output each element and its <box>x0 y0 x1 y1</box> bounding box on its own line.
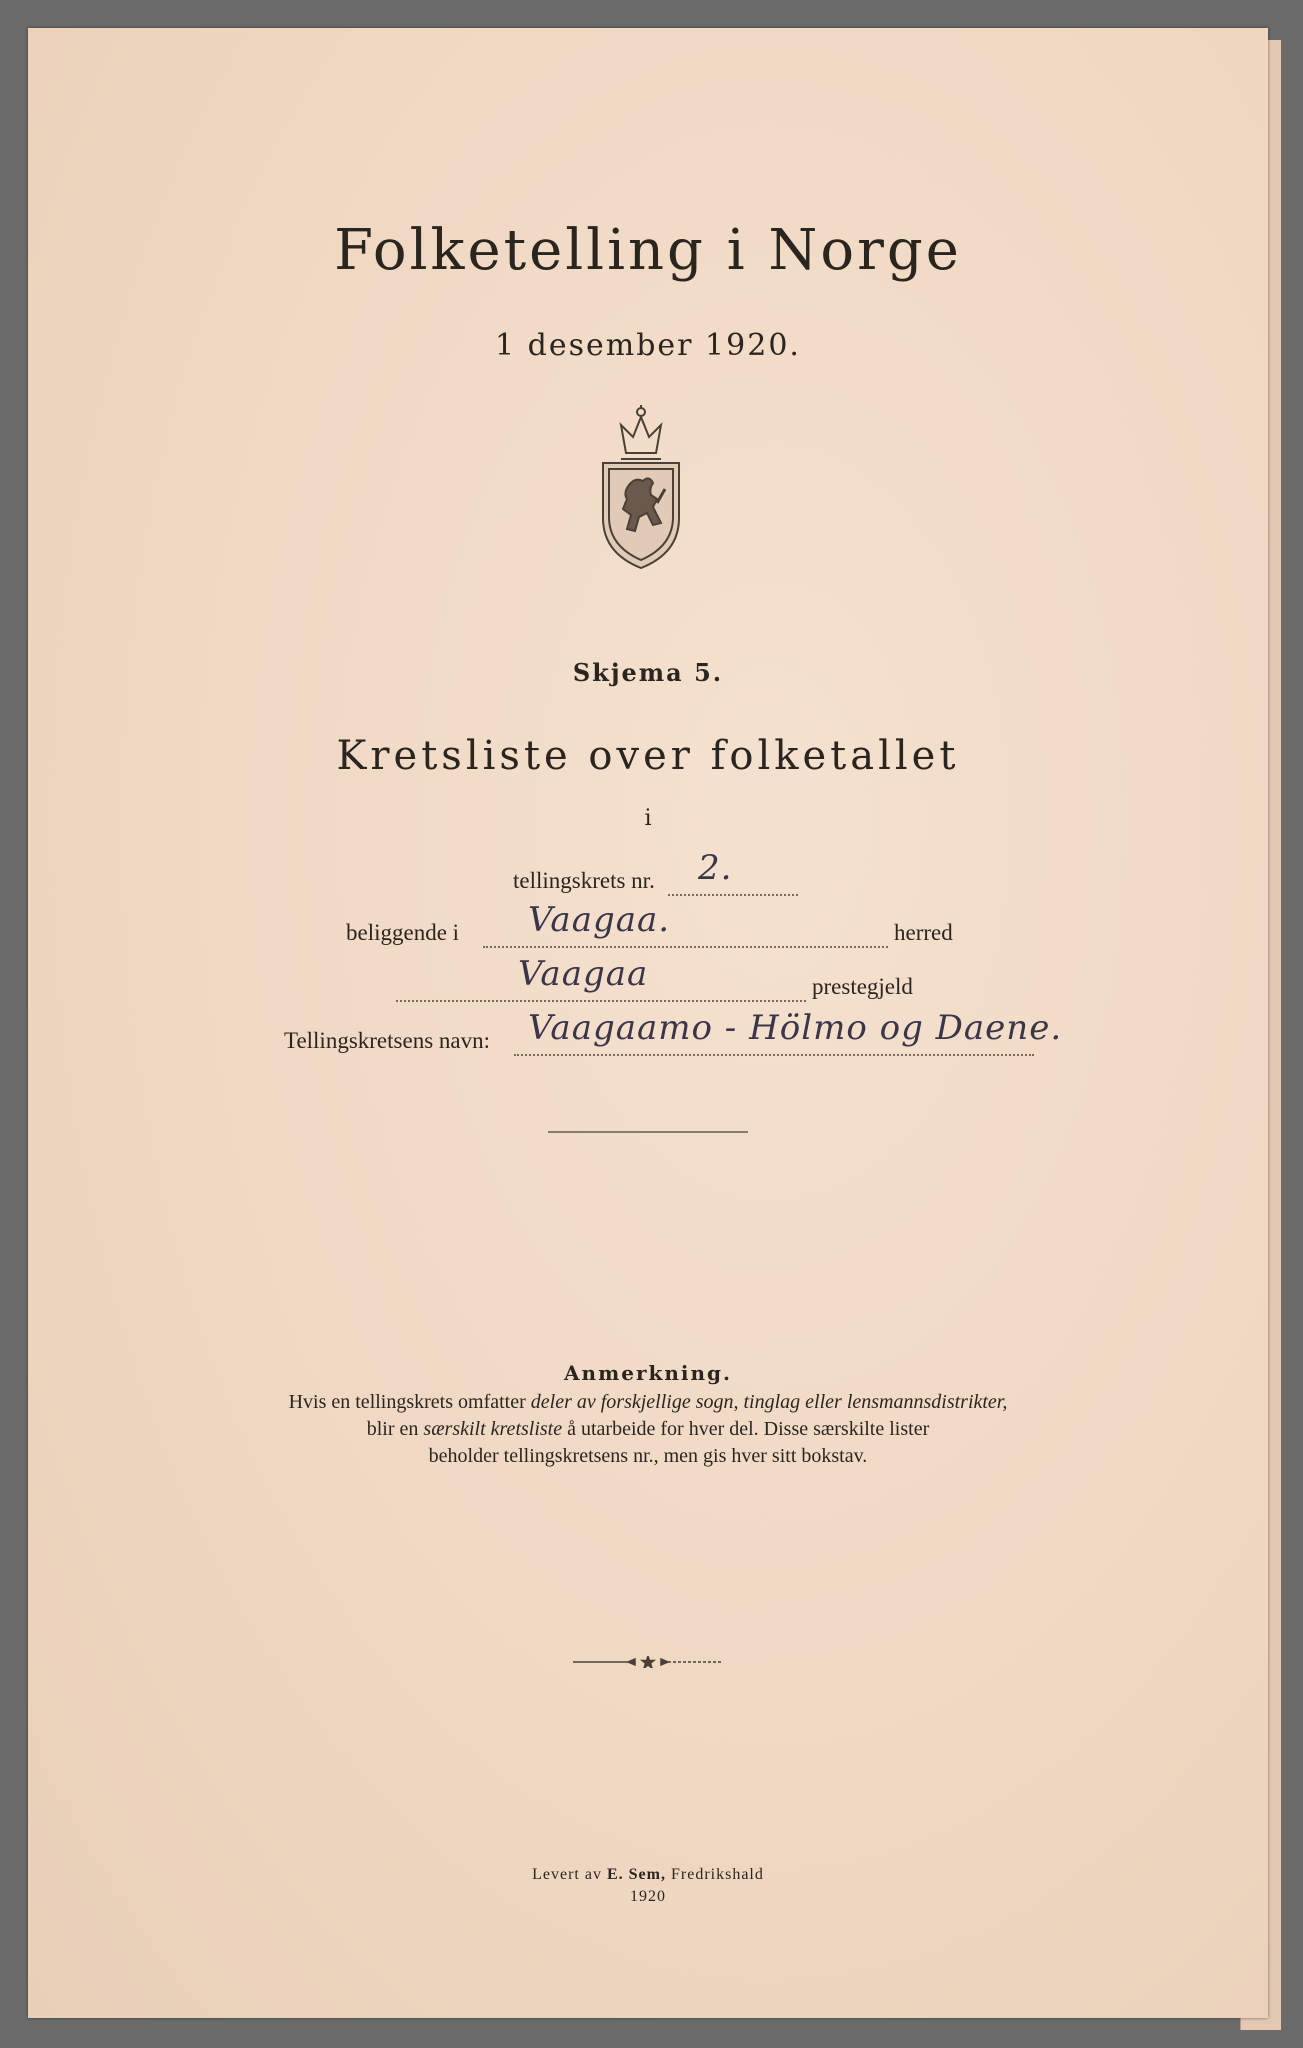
schema-number: Skjema 5. <box>572 658 724 687</box>
kretsnavn-value: Vaagaamo - Hölmo og Daene. <box>528 1008 1063 1048</box>
kretsnavn-label: Tellingskretsens navn: <box>284 1028 490 1053</box>
note-line-2-italic: særskilt kretsliste <box>423 1418 563 1440</box>
tellingskrets-line <box>668 894 798 896</box>
note-line-1-italic: deler av forskjellige sogn, tinglag eller lensmannsdistrikter, <box>530 1391 1008 1413</box>
printer-year: 1920 <box>630 1888 666 1905</box>
census-date: 1 desember 1920. <box>495 328 801 363</box>
census-form-page <box>28 28 1268 2018</box>
herred-label: herred <box>894 920 953 945</box>
beliggende-value: Vaagaa. <box>528 900 671 940</box>
note-line-3: beholder tellingskretsens nr., men gis hver sitt bokstav. <box>428 1445 868 1467</box>
tellingskrets-value: 2. <box>698 848 733 888</box>
divider-rule <box>548 1131 748 1133</box>
note-line-1 <box>28 1391 1268 1414</box>
beliggende-line <box>483 946 888 948</box>
kretsnavn-line <box>514 1054 1034 1056</box>
preposition-i: i <box>644 806 652 831</box>
printer-credit <box>28 1866 1268 1884</box>
note-line-2-text-a: blir en <box>366 1418 424 1440</box>
note-title: Anmerkning. <box>564 1361 732 1385</box>
note-line-2 <box>28 1418 1268 1441</box>
printer-place: Fredrikshald <box>665 1866 764 1883</box>
norwegian-coat-of-arms-icon <box>591 403 691 573</box>
page-title: Folketelling i Norge <box>334 218 962 283</box>
tellingskrets-label: tellingskrets nr. <box>513 868 655 893</box>
prestegjeld-label: prestegjeld <box>812 974 913 999</box>
note-line-2-text-c: å utarbeide for hver del. Disse særskilte lister <box>562 1418 930 1440</box>
form-heading: Kretsliste over folketallet <box>336 733 960 779</box>
printer-name: E. Sem, <box>606 1866 666 1883</box>
beliggende-label: beliggende i <box>346 920 460 945</box>
ornament-divider-icon <box>573 1656 723 1668</box>
printer-prefix: Levert av <box>532 1866 607 1883</box>
prestegjeld-line <box>396 1000 806 1002</box>
prestegjeld-value: Vaagaa <box>518 954 649 994</box>
note-line-1-text: Hvis en tellingskrets omfatter <box>288 1391 531 1413</box>
